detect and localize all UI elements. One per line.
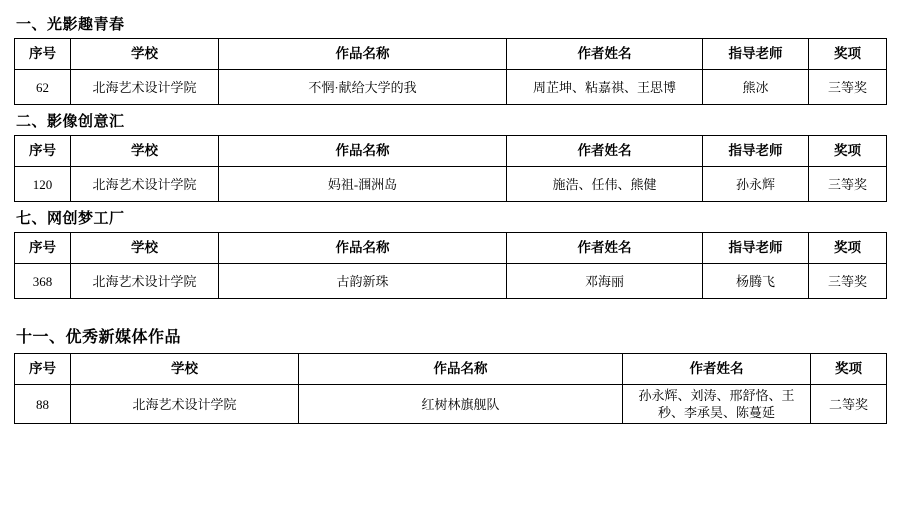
col-header-teacher: 指导老师: [703, 233, 809, 264]
col-header-authors: 作者姓名: [507, 136, 703, 167]
cell-work: 不惘·献给大学的我: [219, 70, 507, 105]
cell-authors: 孙永辉、刘涛、邢舒恪、王秒、李承昊、陈蔓延: [623, 385, 811, 424]
cell-school: 北海艺术设计学院: [71, 70, 219, 105]
col-header-award: 奖项: [809, 233, 887, 264]
col-header-authors: 作者姓名: [507, 39, 703, 70]
cell-authors: 施浩、任伟、熊健: [507, 167, 703, 202]
cell-work: 古韵新珠: [219, 264, 507, 299]
section-guangying: [14, 14, 886, 105]
cell-award: 二等奖: [811, 385, 887, 424]
table-header-row: [15, 233, 887, 264]
cell-authors: 邓海丽: [507, 264, 703, 299]
section-title: 一、光影趣青春: [16, 15, 125, 33]
table-header-row: [15, 354, 887, 385]
cell-no: 368: [15, 264, 71, 299]
cell-teacher: 杨腾飞: [703, 264, 809, 299]
table-row: [15, 385, 887, 424]
col-header-work: 作品名称: [219, 233, 507, 264]
col-header-school: 学校: [71, 354, 299, 385]
cell-award: 三等奖: [809, 167, 887, 202]
cell-school: 北海艺术设计学院: [71, 167, 219, 202]
table-row: [15, 264, 887, 299]
cell-award: 三等奖: [809, 264, 887, 299]
col-header-teacher: 指导老师: [703, 39, 809, 70]
section-spacer: [14, 305, 886, 327]
cell-teacher: 孙永辉: [703, 167, 809, 202]
award-table: [14, 232, 887, 299]
col-header-authors: 作者姓名: [507, 233, 703, 264]
col-header-school: 学校: [71, 233, 219, 264]
cell-authors: 周芷坤、粘嘉祺、王思博: [507, 70, 703, 105]
cell-teacher: 熊冰: [703, 70, 809, 105]
cell-school: 北海艺术设计学院: [71, 385, 299, 424]
table-row: [15, 70, 887, 105]
cell-no: 88: [15, 385, 71, 424]
col-header-award: 奖项: [811, 354, 887, 385]
section-yingxiang: [14, 111, 886, 202]
col-header-award: 奖项: [809, 39, 887, 70]
table-header-row: [15, 136, 887, 167]
col-header-school: 学校: [71, 136, 219, 167]
section-title: 十一、优秀新媒体作品: [16, 327, 182, 346]
section-wangchuang: [14, 208, 886, 299]
award-table: [14, 38, 887, 105]
table-header-row: [15, 39, 887, 70]
col-header-no: 序号: [15, 233, 71, 264]
section-title: 二、影像创意汇: [16, 112, 125, 130]
col-header-no: 序号: [15, 39, 71, 70]
section-title: 七、网创梦工厂: [16, 209, 125, 227]
col-header-no: 序号: [15, 354, 71, 385]
award-table: [14, 135, 887, 202]
cell-no: 62: [15, 70, 71, 105]
col-header-work: 作品名称: [219, 39, 507, 70]
cell-award: 三等奖: [809, 70, 887, 105]
col-header-award: 奖项: [809, 136, 887, 167]
col-header-work: 作品名称: [219, 136, 507, 167]
table-row: [15, 167, 887, 202]
section-xinmeiti: [14, 327, 886, 424]
col-header-authors: 作者姓名: [623, 354, 811, 385]
col-header-no: 序号: [15, 136, 71, 167]
col-header-teacher: 指导老师: [703, 136, 809, 167]
cell-work: 妈祖-涠洲岛: [219, 167, 507, 202]
col-header-work: 作品名称: [299, 354, 623, 385]
cell-school: 北海艺术设计学院: [71, 264, 219, 299]
col-header-school: 学校: [71, 39, 219, 70]
cell-no: 120: [15, 167, 71, 202]
award-table: [14, 353, 887, 424]
cell-work: 红树林旗舰队: [299, 385, 623, 424]
